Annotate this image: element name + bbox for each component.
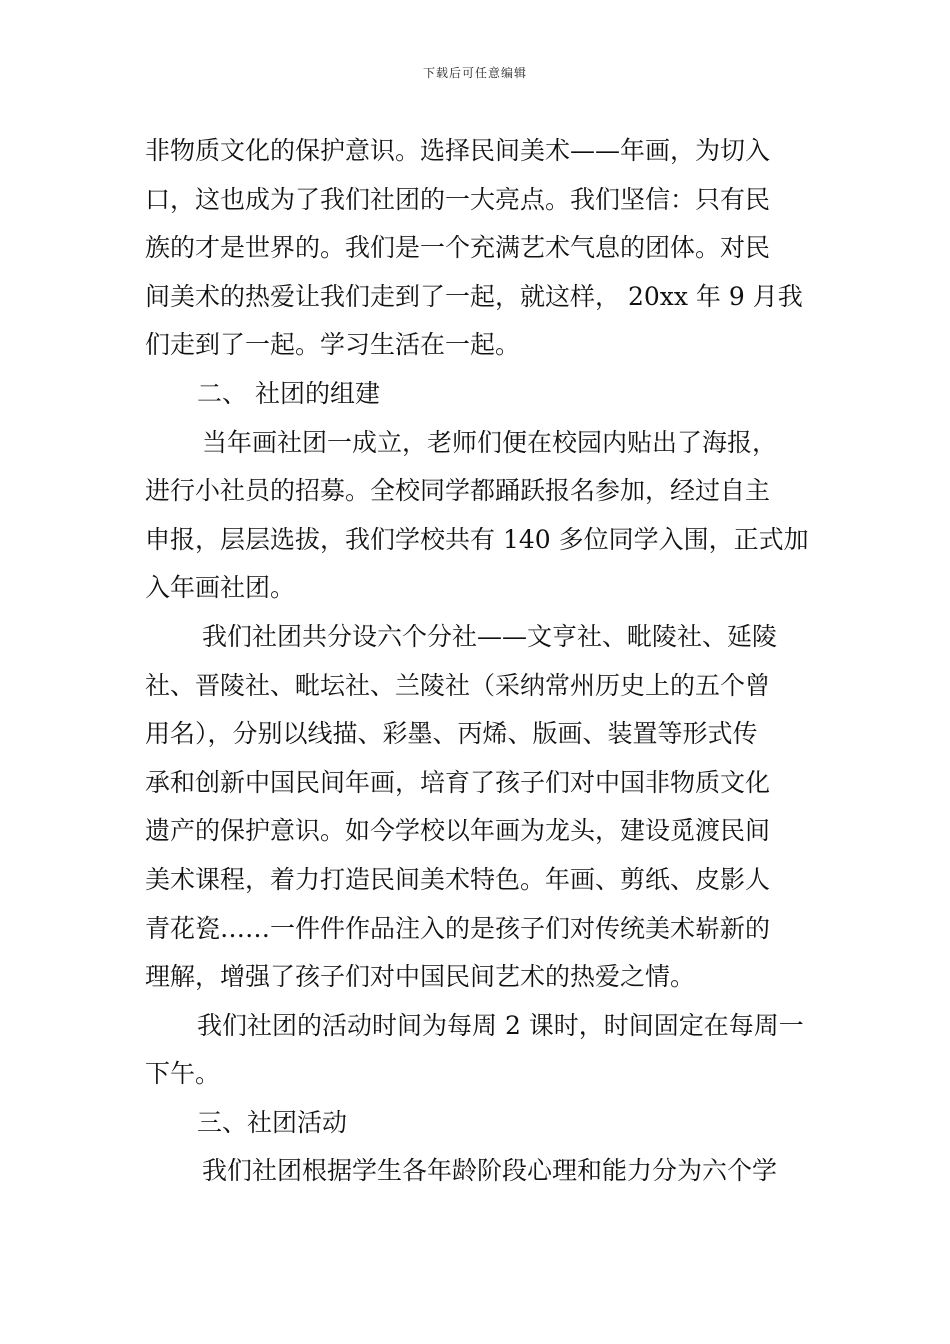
text-line: 社、晋陵社、毗坛社、兰陵社（采纳常州历史上的五个曾 (145, 670, 771, 700)
text-line: 我们社团根据学生各年龄阶段心理和能力分为六个学 (202, 1156, 778, 1186)
text-line: 青花瓷……一件件作品注入的是孩子们对传统美术崭新的 (145, 913, 771, 943)
text-line: 非物质文化的保护意识。选择民间美术——年画，为切入 (145, 136, 771, 165)
page-header: 下载后可任意编辑 (422, 66, 527, 80)
text-line: 下午。 (145, 1059, 221, 1089)
text-line: 我们社团的活动时间为每周 2 课时，时间固定在每周一 (197, 1010, 804, 1040)
text-line: 美术课程，着力打造民间美术特色。年画、剪纸、皮影人 (145, 864, 771, 894)
text-line: 用名），分别以线描、彩墨、丙烯、版画、装置等形式传 (145, 719, 758, 749)
text-line: 申报，层层选拔，我们学校共有 140 多位同学入围，正式加 (145, 524, 809, 554)
text-line: 进行小社员的招募。全校同学都踊跃报名参加，经过自主 (145, 476, 771, 506)
text-line: 口，这也成为了我们社团的一大亮点。我们坚信：只有民 (145, 184, 771, 214)
section-heading: 二、 社团的组建 (197, 378, 380, 408)
text-line: 我们社团共分设六个分社——文亨社、毗陵社、延陵 (202, 621, 778, 651)
text-line: 族的才是世界的。我们是一个充满艺术气息的团体。对民 (145, 233, 771, 263)
text-line: 承和创新中国民间年画，培育了孩子们对中国非物质文化 (145, 767, 771, 797)
text-line: 遗产的保护意识。如今学校以年画为龙头，建设觅渡民间 (145, 816, 771, 846)
text-line: 当年画社团一成立，老师们便在校园内贴出了海报， (202, 427, 778, 457)
text-line: 间美术的热爱让我们走到了一起，就这样， 20xx 年 9 月我 (145, 281, 803, 311)
text-line: 理解，增强了孩子们对中国民间艺术的热爱之情。 (145, 962, 696, 992)
text-line: 入年画社团。 (145, 573, 296, 603)
section-heading: 三、社团活动 (197, 1107, 348, 1137)
document-body (145, 127, 810, 1196)
text-line: 们走到了一起。学习生活在一起。 (145, 330, 521, 360)
